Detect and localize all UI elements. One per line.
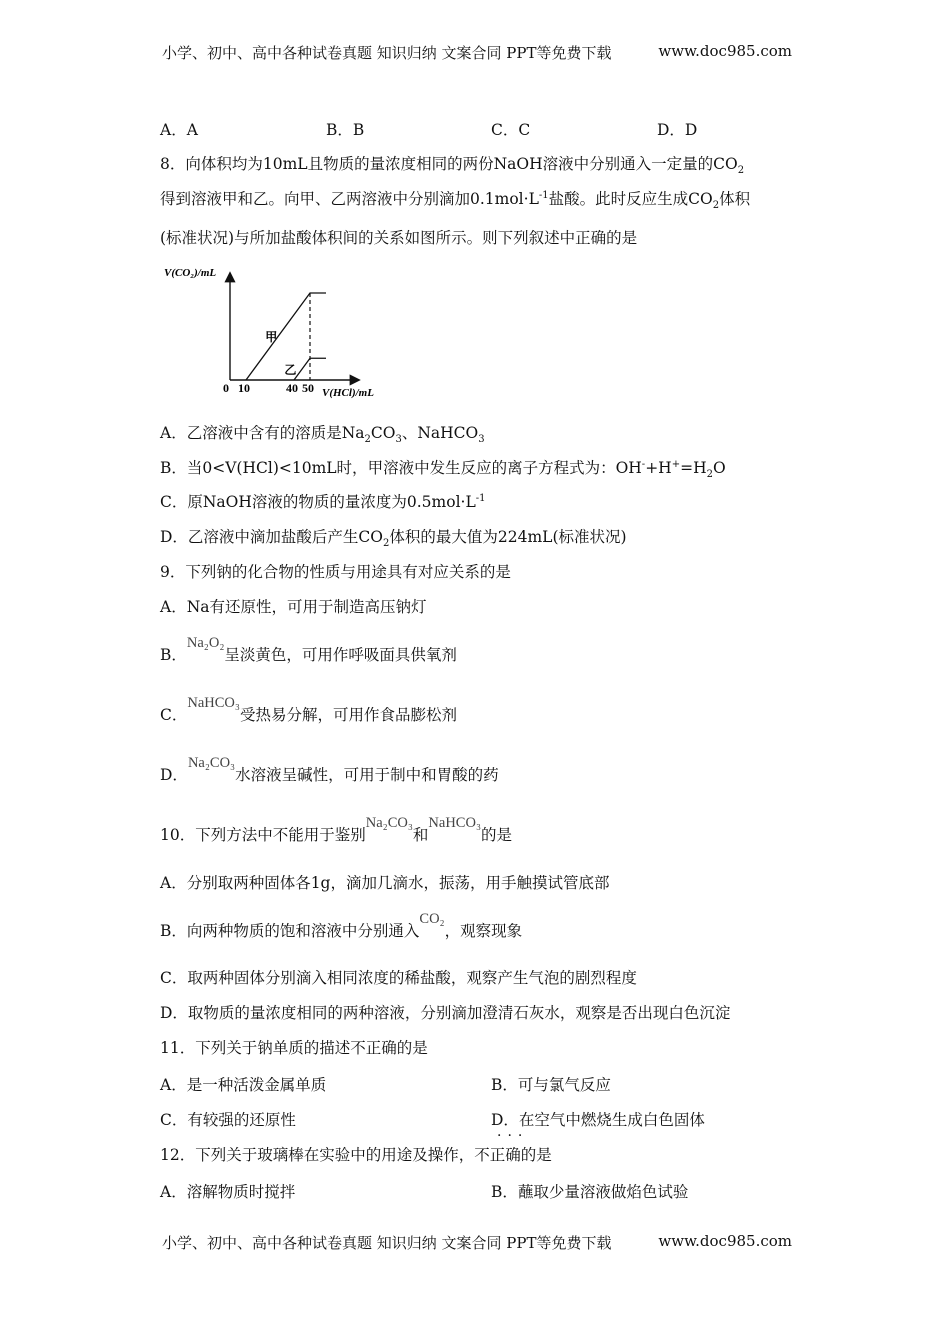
q7-option-c: C．C bbox=[491, 121, 531, 139]
q11-option-c: C．有较强的还原性 bbox=[160, 1111, 296, 1129]
x-tick-label: 50 bbox=[302, 381, 314, 395]
q9-stem: 9．下列钠的化合物的性质与用途具有对应关系的是 bbox=[160, 563, 511, 581]
q12-stem: 12．下列关于玻璃棒在实验中的用途及操作，不正确的是 bbox=[160, 1146, 552, 1164]
q11-option-d: D．在空气中燃烧生成白色固体 bbox=[491, 1111, 705, 1129]
q8-line-1: 8．向体积均为10mL且物质的量浓度相同的两份NaOH溶液中分别通入一定量的$CO_2$ bbox=[160, 155, 745, 177]
q9-option-b: B．Na₂O₂呈淡黄色，可用作呼吸面具供氧剂 bbox=[160, 635, 457, 664]
x-tick-label: 10 bbox=[238, 381, 250, 395]
q11-option-b: B．可与氯气反应 bbox=[491, 1076, 611, 1094]
x-tick-label: 40 bbox=[286, 381, 298, 395]
q10-option-b: B．向两种物质的饱和溶液中分别通入CO₂，观察现象 bbox=[160, 911, 523, 940]
series-label-yi: 乙 bbox=[284, 362, 297, 377]
footer-site: www.doc985.com bbox=[658, 1232, 792, 1250]
q12-option-a: A．溶解物质时搅拌 bbox=[160, 1183, 296, 1201]
page-footer bbox=[162, 1232, 792, 1253]
header-site: www.doc985.com bbox=[658, 42, 792, 60]
q8-option-c: C．原NaOH溶液的物质的量浓度为$0.5mol\cdot L^{-1}$ bbox=[160, 492, 486, 511]
q8-option-a: A．乙溶液中含有的溶质是$Na_2CO_3$、NaHCO$_3$ bbox=[160, 424, 485, 446]
q7-option-a: A．A bbox=[160, 121, 198, 139]
q8-option-b: B．当0<V(HCl)<10mL时，甲溶液中发生反应的离子方程式为：$OH^-+H^+=H_2O$ bbox=[160, 458, 726, 481]
q7-option-b: B．B bbox=[326, 121, 365, 139]
q9-option-c: C．NaHCO₃受热易分解，可用作食品膨松剂 bbox=[160, 695, 457, 724]
q8-option-d: D．乙溶液中滴加盐酸后产生$CO_2$体积的最大值为224mL(标准状况) bbox=[160, 528, 627, 550]
q9-option-a: A．Na有还原性，可用于制造高压钠灯 bbox=[160, 598, 427, 616]
q8-chart bbox=[160, 262, 400, 402]
emphasis-dots: ··· bbox=[497, 1128, 529, 1144]
header-left-text: 小学、初中、高中各种试卷真题 知识归纳 文案合同 PPT等免费下载 bbox=[162, 44, 612, 62]
q7-option-d: D．D bbox=[657, 121, 698, 139]
q9-option-d: D．Na₂CO₃水溶液呈碱性，可用于制中和胃酸的药 bbox=[160, 755, 499, 784]
q11-option-a: A．是一种活泼金属单质 bbox=[160, 1076, 327, 1094]
series-line-yi bbox=[294, 358, 326, 380]
q10-option-d: D．取物质的量浓度相同的两种溶液，分别滴加澄清石灰水，观察是否出现白色沉淀 bbox=[160, 1004, 731, 1022]
x-axis-label: V(HCl)/mL bbox=[322, 387, 374, 399]
page-header bbox=[162, 42, 792, 63]
origin-label: 0 bbox=[223, 381, 229, 395]
q11-stem: 11．下列关于钠单质的描述不正确的是 bbox=[160, 1039, 428, 1057]
q10-option-a: A．分别取两种固体各1g，滴加几滴水，振荡，用手触摸试管底部 bbox=[160, 874, 610, 892]
y-axis-label: V(CO₂)/mL bbox=[164, 267, 217, 279]
q8-line-3: (标准状况)与所加盐酸体积间的关系如图所示。则下列叙述中正确的是 bbox=[160, 229, 638, 247]
q10-stem: 10．下列方法中不能用于鉴别Na₂CO₃和NaHCO₃的是 bbox=[160, 815, 513, 844]
footer-left-text: 小学、初中、高中各种试卷真题 知识归纳 文案合同 PPT等免费下载 bbox=[162, 1234, 612, 1252]
series-label-jia: 甲 bbox=[265, 329, 278, 344]
q8-line-2: 得到溶液甲和乙。向甲、乙两溶液中分别滴加$0.1mol\cdot L^{-1}$盐酸。此时反应生成$CO_2$体积 bbox=[160, 189, 751, 212]
q10-option-c: C．取两种固体分别滴入相同浓度的稀盐酸，观察产生气泡的剧烈程度 bbox=[160, 969, 637, 987]
q12-option-b: B．蘸取少量溶液做焰色试验 bbox=[491, 1183, 689, 1201]
